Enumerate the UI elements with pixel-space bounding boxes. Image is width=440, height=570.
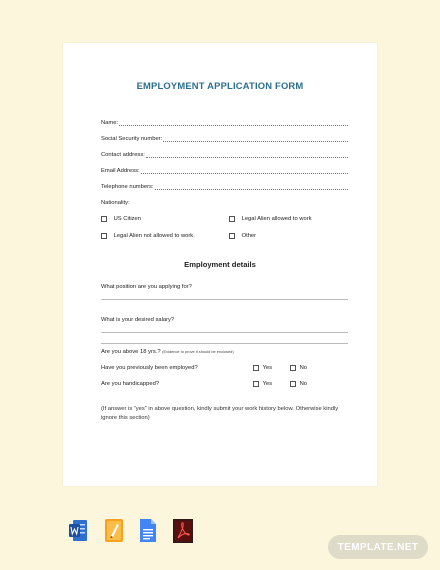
ssn-field[interactable] bbox=[101, 136, 348, 142]
employed-no-option[interactable] bbox=[290, 365, 307, 371]
position-answer-line[interactable] bbox=[101, 299, 348, 300]
alien-allowed-option[interactable] bbox=[229, 216, 312, 222]
telephone-line bbox=[155, 184, 348, 190]
form-title: EMPLOYMENT APPLICATION FORM bbox=[136, 80, 304, 91]
nationality-label: Nationality: bbox=[101, 200, 130, 206]
contact-address-line bbox=[146, 152, 348, 158]
word-icon[interactable] bbox=[68, 518, 88, 544]
contact-address-field[interactable] bbox=[101, 152, 348, 158]
alien-not-allowed-checkbox[interactable] bbox=[101, 233, 107, 239]
handicapped-no-label: No bbox=[299, 381, 308, 387]
handicapped-yes-option[interactable] bbox=[253, 381, 272, 387]
email-label: Email Address: bbox=[101, 168, 140, 174]
employed-question: Have you previously been employed? bbox=[101, 365, 198, 371]
employed-yes-label: Yes bbox=[262, 365, 273, 371]
employment-details-heading: Employment details bbox=[184, 260, 256, 269]
ssn-label: Social Security number: bbox=[101, 136, 163, 142]
pages-icon[interactable] bbox=[104, 518, 124, 544]
email-line bbox=[141, 168, 348, 174]
alien-not-allowed-label: Legal Alien not allowed to work. bbox=[113, 233, 195, 239]
handicapped-no-option[interactable] bbox=[290, 381, 307, 387]
brand-badge[interactable]: TEMPLATE.NET bbox=[328, 535, 428, 559]
position-question: What position are you applying for? bbox=[101, 284, 192, 290]
us-citizen-option[interactable] bbox=[101, 216, 141, 222]
handicapped-yes-checkbox[interactable] bbox=[253, 381, 259, 387]
salary-answer-line[interactable] bbox=[101, 332, 348, 333]
age-question-text: Are you above 18 yrs.? bbox=[101, 349, 161, 355]
other-checkbox[interactable] bbox=[229, 233, 235, 239]
salary-question: What is your desired salary? bbox=[101, 317, 175, 323]
other-label: Other bbox=[241, 233, 257, 239]
email-field[interactable] bbox=[101, 168, 348, 174]
work-history-note: (If answer is “yes” in above question, kindly submit your work history below. Otherwise kindly ignore this section) bbox=[101, 406, 339, 421]
ssn-line bbox=[163, 136, 348, 142]
name-label: Name: bbox=[101, 120, 119, 126]
contact-address-label: Contact address: bbox=[101, 152, 145, 158]
name-line bbox=[119, 120, 348, 126]
other-option[interactable] bbox=[229, 233, 256, 239]
handicapped-yes-label: Yes bbox=[262, 381, 273, 387]
telephone-field[interactable] bbox=[101, 184, 348, 190]
telephone-label: Telephone numbers: bbox=[101, 184, 154, 190]
us-citizen-checkbox[interactable] bbox=[101, 216, 107, 222]
alien-allowed-checkbox[interactable] bbox=[229, 216, 235, 222]
handicapped-question: Are you handicapped? bbox=[101, 381, 160, 387]
employed-no-label: No bbox=[299, 365, 308, 371]
salary-answer-line-2[interactable] bbox=[101, 343, 348, 344]
name-field[interactable] bbox=[101, 120, 348, 126]
employed-yes-option[interactable] bbox=[253, 365, 272, 371]
docs-icon[interactable] bbox=[138, 518, 158, 544]
employed-no-checkbox[interactable] bbox=[290, 365, 296, 371]
age-question bbox=[101, 349, 234, 355]
pdf-icon[interactable] bbox=[172, 518, 192, 544]
employed-yes-checkbox[interactable] bbox=[253, 365, 259, 371]
age-question-hint: (Evidence to prove it should be enclosed) bbox=[162, 349, 234, 354]
alien-allowed-label: Legal Alien allowed to work bbox=[241, 216, 312, 222]
alien-not-allowed-option[interactable] bbox=[101, 233, 195, 239]
handicapped-no-checkbox[interactable] bbox=[290, 381, 296, 387]
form-page bbox=[63, 43, 377, 486]
us-citizen-label: US Citizen bbox=[113, 216, 141, 222]
